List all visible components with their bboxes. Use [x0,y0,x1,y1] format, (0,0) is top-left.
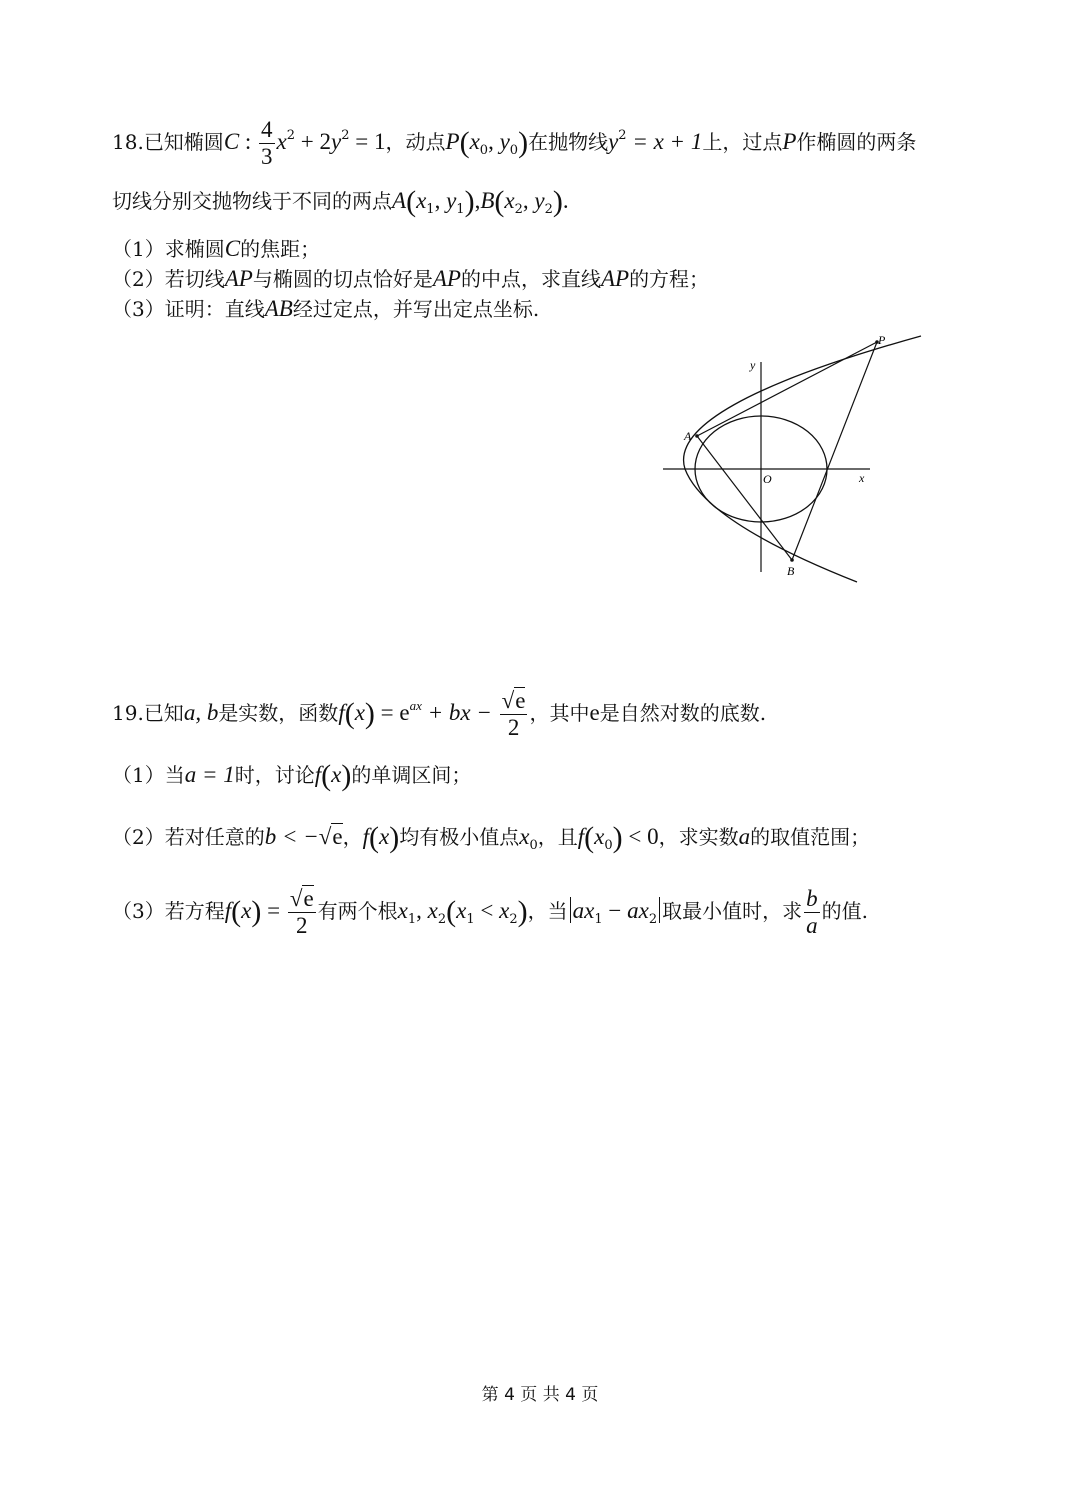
text: 切线分别交抛物线于不同的两点 [112,189,392,213]
math-x: x [276,129,287,154]
paren-close: ) [389,821,400,854]
label-A: A [684,429,692,443]
q19-sub1 [112,761,471,790]
paren-close: ) [612,821,623,854]
frac-num: √e [501,688,526,713]
sub: 1 [426,202,435,217]
q19-number: 19. [112,701,144,725]
math-ax: ax [572,898,595,923]
math-bx: + bx − [421,700,498,725]
math-op: + 2 [295,129,332,154]
text: ， [342,825,363,849]
abs-bar-right [659,897,660,923]
math-ab: a, b [183,700,219,725]
text: 的方程； [629,267,710,291]
text: 在抛物线 [528,130,609,154]
label-x: x [859,471,865,485]
q18-figure [655,332,935,592]
tangent-PB [792,342,877,560]
frac-num: b [806,886,818,911]
paren-open: ( [344,697,355,730]
math-minus: − [602,898,628,923]
point-B [790,558,794,562]
text: （3）若方程 [112,899,225,923]
q18-line2 [112,187,569,224]
frac-den: 3 [261,144,273,169]
math-f: f [577,824,585,849]
paren-open: ( [321,759,332,792]
abs-bar-left [570,897,571,923]
math-eq: = 1 [349,129,386,154]
math-ax: ax [627,898,649,923]
sub: 2 [544,202,553,217]
math-f: f [314,762,322,787]
fraction-4-3 [259,117,275,170]
text: 取最小值时，求 [662,899,803,923]
text: （1）当 [112,763,185,787]
paren-close: ) [464,185,475,218]
math-cond: a = 1 [184,762,235,787]
sub: 0 [604,838,613,853]
q18-sub2 [112,265,709,293]
q18-sub3 [112,295,539,323]
text: ，动点 [385,130,446,154]
paren-open: ( [494,185,505,218]
math-x: x [427,898,438,923]
math-y: y [331,129,342,154]
sub: 2 [437,912,447,927]
comma: , [522,188,535,213]
page-footer: 第 4 页 共 4 页 [481,1385,599,1405]
paren-open: ( [459,126,470,159]
math-lt: < [474,898,500,923]
sqrt-e: e [303,886,314,911]
comma: , [474,188,481,213]
math-x: x [469,129,480,154]
math-x: x [504,188,515,213]
exp: ax [409,698,422,713]
text: 有两个根 [317,899,398,923]
text: （2）若切线 [112,267,225,291]
chord-AB [697,436,792,560]
frac-den: 2 [507,715,520,740]
sub: 1 [594,912,603,927]
sqrt-symbol: √e [318,824,343,849]
q19-sub3 [112,886,868,939]
text: 作椭圆的两条 [796,130,917,154]
exp: 2 [618,128,627,143]
paren-open: ( [369,821,380,854]
paren-open: ( [584,821,595,854]
text: 已知 [143,701,184,725]
frac-den: a [806,913,818,938]
math-P: P [445,129,460,154]
q18-number: 18. [112,130,144,154]
comma: , [434,188,447,213]
sub: 1 [456,202,465,217]
math-AP: AP [224,266,253,291]
sub: 1 [466,912,475,927]
text: ，求实数 [658,825,739,849]
math-f: f [338,700,345,725]
q18-line1 [112,117,916,170]
text: 时，讨论 [234,763,315,787]
comma: , [488,129,500,154]
exp: 2 [286,128,296,143]
math-a: a [738,824,751,849]
math-C: C [224,236,241,261]
math-b: b < − [264,824,319,849]
text: ，其中 [529,701,590,725]
q19-sub2 [112,823,870,860]
math-B: B [480,188,495,213]
fraction-sqrt-e-2 [288,886,316,939]
math-y: y [499,129,510,154]
text: （2）若对任意的 [112,825,265,849]
paren-open: ( [406,185,417,218]
text: （3）证明：直线 [112,297,265,321]
text: 与椭圆的切点恰好是 [252,267,433,291]
math-P: P [782,129,797,154]
fraction-b-a [804,886,820,939]
text: ，当 [527,899,568,923]
text: 的焦距； [240,237,321,261]
frac-num: √e [289,886,314,911]
math-eq: = e [374,700,410,725]
math-y: y [446,188,457,213]
sqrt-e: e [332,824,343,849]
math-x: x [519,824,530,849]
math-x: x [397,898,408,923]
math-x: x [379,824,390,849]
sqrt-e: e [515,688,526,713]
q19-line1 [112,688,766,741]
math-A: A [392,188,407,213]
text: 均有极小值点 [399,825,520,849]
math-C: C [223,129,240,154]
math-x: x [499,898,510,923]
math-f: f [224,898,232,923]
math-eq: = [261,898,286,923]
paren-open: ( [231,895,242,928]
math-x: x [594,824,605,849]
math-f: f [362,824,370,849]
text: 的取值范围； [750,825,871,849]
paren-close: ) [251,895,262,928]
text: （1）求椭圆 [112,237,225,261]
math-rhs: = x + 1 [626,129,703,154]
math-x: x [331,762,342,787]
point-A [695,434,699,438]
sub: 0 [509,143,519,158]
exp: 2 [341,128,350,143]
paren-close: ) [518,126,529,159]
tangent-AP [697,342,877,436]
text: 已知椭圆 [143,130,224,154]
frac-den: 2 [296,913,308,938]
math-lt0: < 0 [622,824,659,849]
paren-close: ) [552,185,563,218]
parabola [684,336,921,582]
sub: 1 [407,912,417,927]
sub: 0 [479,143,489,158]
math-AB: AB [264,296,293,321]
math-y: y [608,129,619,154]
paren-close: ) [364,697,375,730]
sub: 0 [529,838,538,853]
math-AP: AP [432,266,461,291]
label-B: B [787,564,795,578]
math-y: y [534,188,545,213]
fraction-sqrt-e-2 [500,688,528,741]
text: 是自然对数的底数. [599,701,767,725]
math-x: x [354,700,365,725]
math-colon: : [239,129,258,154]
label-O: O [763,472,772,486]
text: 的中点，求直线 [460,267,601,291]
text: 的单调区间； [351,763,472,787]
text: 是实数，函数 [218,701,339,725]
label-y: y [750,358,756,372]
paren-close: ) [341,759,352,792]
math-x: x [416,188,427,213]
comma: , [416,898,428,923]
q18-sub1 [112,235,320,263]
sub: 2 [509,912,518,927]
paren-open: ( [446,895,457,928]
math-x: x [241,898,252,923]
text: 经过定点，并写出定点坐标. [292,297,540,321]
period: . [562,188,569,213]
sub: 2 [648,912,658,927]
math-x: x [456,898,467,923]
paren-close: ) [517,895,528,928]
label-P: P [878,333,886,347]
text: 上，过点 [702,130,783,154]
sub: 2 [514,202,523,217]
frac-num: 4 [261,117,273,142]
math-e: e [589,700,600,725]
text: 的值. [821,899,868,923]
text: ，且 [537,825,578,849]
math-AP: AP [600,266,630,291]
